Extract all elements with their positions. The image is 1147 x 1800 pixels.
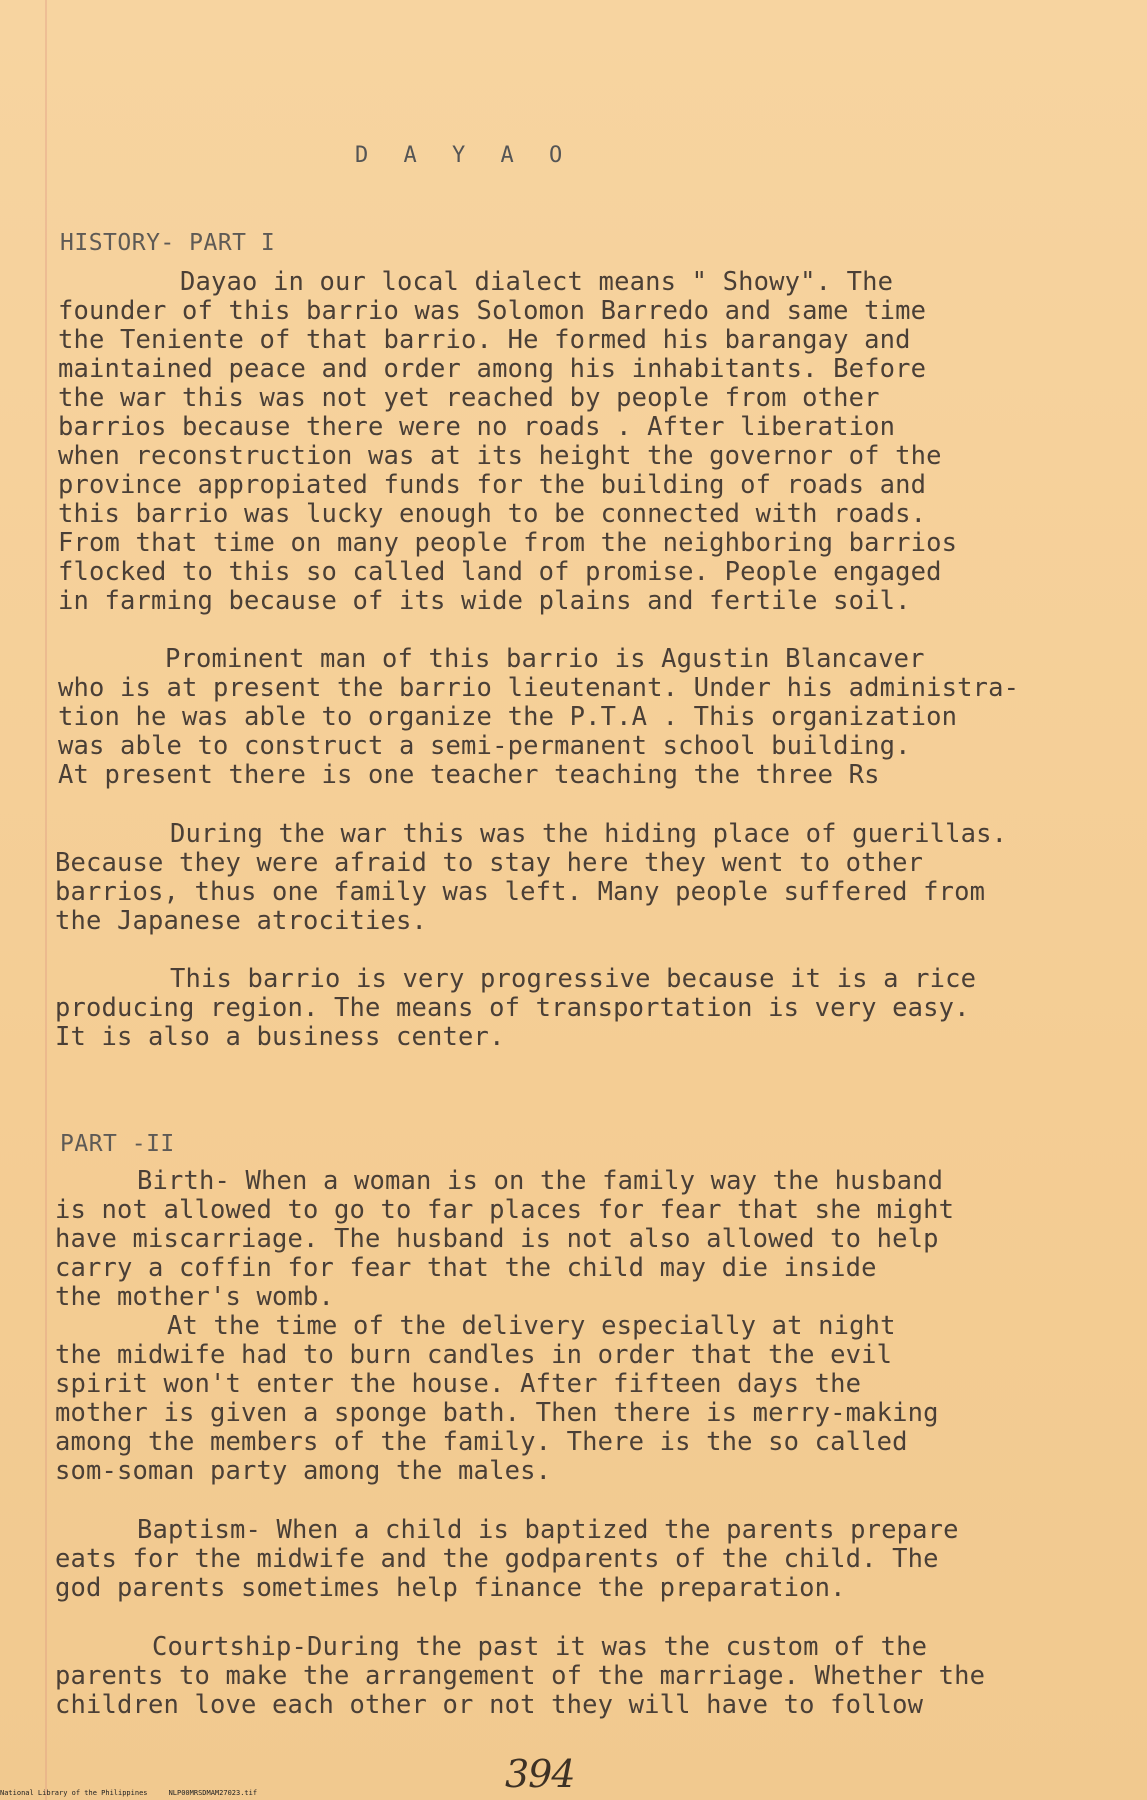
text-line: is not allowed to go to far places for fear that she might bbox=[55, 1195, 955, 1225]
text-line: flocked to this so called land of promise. People engaged bbox=[58, 557, 942, 587]
text-line: the Teniente of that barrio. He formed his barangay and bbox=[58, 325, 911, 355]
text-line: Prominent man of this barrio is Agustin Blancaver bbox=[165, 644, 925, 674]
text-line: tion he was able to organize the P.T.A . This organization bbox=[58, 702, 958, 732]
text-line: among the members of the family. There is the so called bbox=[55, 1427, 908, 1457]
text-line: It is also a business center. bbox=[55, 1022, 505, 1052]
text-line: children love each other or not they will have to follow bbox=[55, 1690, 924, 1720]
text-line: barrios, thus one family was left. Many people suffered from bbox=[55, 877, 986, 907]
history-heading: HISTORY- PART I bbox=[60, 230, 276, 256]
text-line: Because they were afraid to stay here they went to other bbox=[55, 848, 924, 878]
text-line: som-soman party among the males. bbox=[55, 1456, 552, 1486]
text-line: the midwife had to burn candles in order that the evil bbox=[55, 1340, 893, 1370]
document-title: D A Y A O bbox=[355, 143, 574, 168]
text-line: During the war this was the hiding place of guerillas. bbox=[170, 819, 1008, 849]
text-line: Baptism- When a child is baptized the parents prepare bbox=[137, 1515, 959, 1545]
text-line: have miscarriage. The husband is not also allowed to help bbox=[55, 1224, 939, 1254]
text-line: maintained peace and order among his inhabitants. Before bbox=[58, 354, 927, 384]
page-number: 394 bbox=[505, 1752, 575, 1796]
text-line: Dayao in our local dialect means " Showy". The bbox=[180, 267, 894, 297]
text-line: this barrio was lucky enough to be connected with roads. bbox=[58, 499, 927, 529]
part2-heading: PART -II bbox=[60, 1131, 175, 1157]
text-line: the Japanese atrocities. bbox=[55, 906, 428, 936]
text-line: At the time of the delivery especially at night bbox=[167, 1311, 896, 1341]
text-line: the war this was not yet reached by people from other bbox=[58, 383, 880, 413]
text-line: god parents sometimes help finance the preparation. bbox=[55, 1573, 846, 1603]
text-line: producing region. The means of transportation is very easy. bbox=[55, 993, 970, 1023]
text-line: From that time on many people from the neighboring barrios bbox=[58, 528, 958, 558]
text-line: when reconstruction was at its height the governor of the bbox=[58, 441, 942, 471]
text-line: who is at present the barrio lieutenant. Under his administra- bbox=[58, 673, 1020, 703]
text-line: in farming because of its wide plains and fertile soil. bbox=[58, 586, 911, 616]
text-line: At present there is one teacher teaching the three Rs bbox=[58, 760, 880, 790]
text-line: parents to make the arrangement of the marriage. Whether the bbox=[55, 1661, 986, 1691]
text-line: mother is given a sponge bath. Then there is merry-making bbox=[55, 1398, 939, 1428]
text-line: carry a coffin for fear that the child may die inside bbox=[55, 1253, 877, 1283]
text-line: eats for the midwife and the godparents of the child. The bbox=[55, 1544, 939, 1574]
text-line: This barrio is very progressive because it is a rice bbox=[170, 964, 977, 994]
text-line: Courtship-During the past it was the custom of the bbox=[152, 1632, 928, 1662]
text-line: province appropiated funds for the building of roads and bbox=[58, 470, 927, 500]
text-line: founder of this barrio was Solomon Barredo and same time bbox=[58, 296, 927, 326]
text-line: the mother's womb. bbox=[55, 1282, 335, 1312]
text-line: Birth- When a woman is on the family way the husband bbox=[137, 1166, 944, 1196]
margin-rule bbox=[45, 0, 47, 1800]
text-line: was able to construct a semi-permanent school building. bbox=[58, 731, 911, 761]
text-line: spirit won't enter the house. After fifteen days the bbox=[55, 1369, 862, 1399]
archive-footer: National Library of the Philippines NLP00MRSDMAM27023.tif bbox=[0, 1789, 258, 1797]
text-line: barrios because there were no roads . After liberation bbox=[58, 412, 896, 442]
